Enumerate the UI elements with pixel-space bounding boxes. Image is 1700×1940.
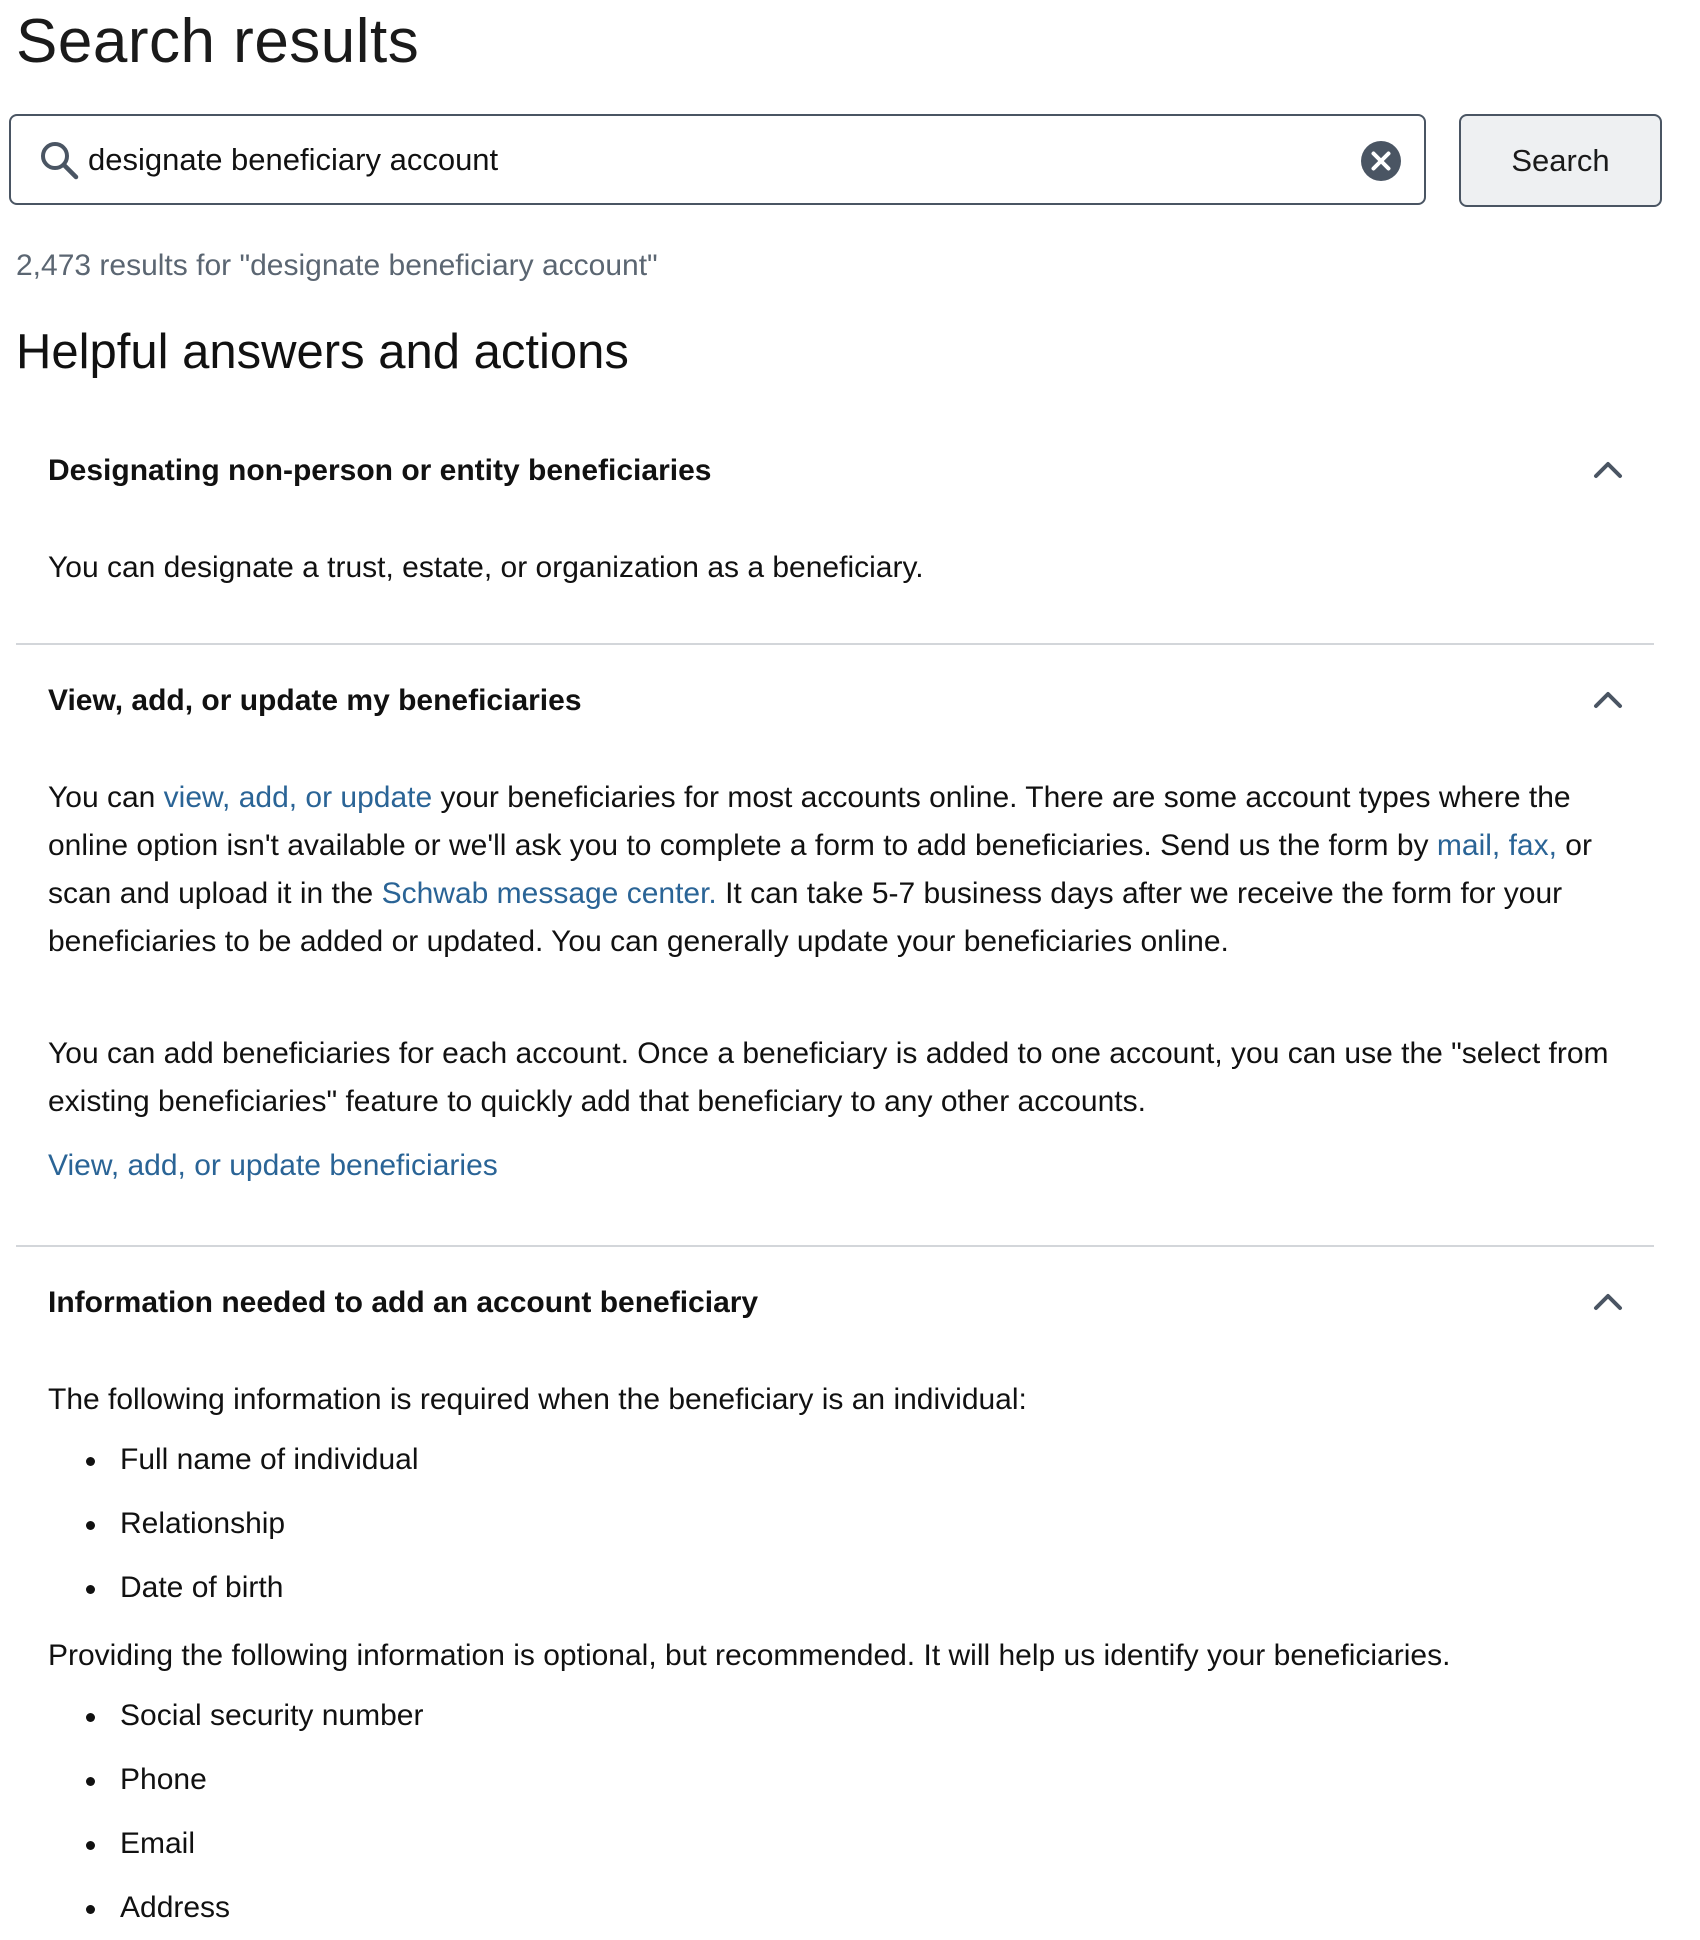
list-item: Date of birth	[48, 1556, 419, 1620]
list-item: Relationship	[48, 1492, 419, 1556]
section-title: Helpful answers and actions	[16, 325, 629, 379]
accordion-title: View, add, or update my beneficiaries	[48, 684, 582, 717]
accordion-header[interactable]	[48, 446, 1654, 496]
result-count: 2,473 results for "designate beneficiary account"	[16, 249, 658, 282]
accordion-header[interactable]	[48, 676, 1654, 726]
chevron-up-icon	[1592, 1290, 1624, 1312]
text-segment: It can take 5-7 business days after we receive the form for your beneficiaries to be added or updated. You can generally update your beneficiaries online.	[48, 877, 1563, 958]
accordion-title: Designating non-person or entity beneficiaries	[48, 454, 712, 487]
optional-info-intro: Providing the following information is optional, but recommended. It will help us identify your beneficiaries.	[48, 1639, 1451, 1672]
list-item: Phone	[48, 1748, 423, 1812]
list-item: Social security number	[48, 1684, 423, 1748]
chevron-up-icon	[1592, 688, 1624, 710]
search-button[interactable]: Search	[1459, 114, 1662, 207]
search-box	[9, 114, 1426, 205]
text-segment	[1500, 829, 1508, 862]
required-info-intro: The following information is required when the beneficiary is an individual:	[48, 1383, 1027, 1416]
text-segment: or scan and upload it in the	[48, 829, 1592, 910]
accordion-item-information-needed	[16, 1278, 1654, 1938]
view-add-update-beneficiaries-link[interactable]: View, add, or update beneficiaries	[48, 1149, 498, 1182]
list-item: Full name of individual	[48, 1428, 419, 1492]
divider	[16, 643, 1654, 645]
accordion-body-text: You can designate a trust, estate, or organization as a beneficiary.	[48, 551, 924, 584]
view-add-update-link[interactable]: view, add, or update	[163, 781, 433, 814]
accordion-item-entity-beneficiaries	[16, 446, 1654, 644]
message-center-link[interactable]: Schwab message center.	[381, 877, 717, 910]
search-input[interactable]	[88, 134, 1328, 186]
fax-link[interactable]: fax,	[1508, 829, 1557, 862]
divider	[16, 1245, 1654, 1247]
text-segment: your beneficiaries for most accounts online. There are some account types where the online option isn't available or we'll ask you to complete a form to add beneficiaries. Send us the form by	[48, 781, 1571, 862]
search-icon	[39, 140, 79, 180]
required-info-list	[48, 1428, 419, 1620]
accordion-title: Information needed to add an account beneficiary	[48, 1286, 759, 1319]
accordion-header[interactable]	[48, 1278, 1654, 1328]
chevron-up-icon	[1592, 458, 1624, 480]
text-segment: You can	[48, 781, 164, 814]
accordion-body-paragraph: You can add beneficiaries for each account. Once a beneficiary is added to one account, you can use the "select from existing beneficiaries" feature to quickly add that beneficiary to any other accounts.	[48, 1037, 1609, 1118]
clear-search-icon[interactable]	[1360, 140, 1402, 182]
mail-link[interactable]: mail,	[1436, 829, 1501, 862]
accordion-body-paragraph	[48, 774, 1638, 966]
list-item: Email	[48, 1812, 423, 1876]
list-item: Address	[48, 1876, 423, 1940]
optional-info-list	[48, 1684, 423, 1940]
page-title: Search results	[16, 7, 420, 76]
accordion-item-view-add-update	[16, 676, 1654, 1246]
